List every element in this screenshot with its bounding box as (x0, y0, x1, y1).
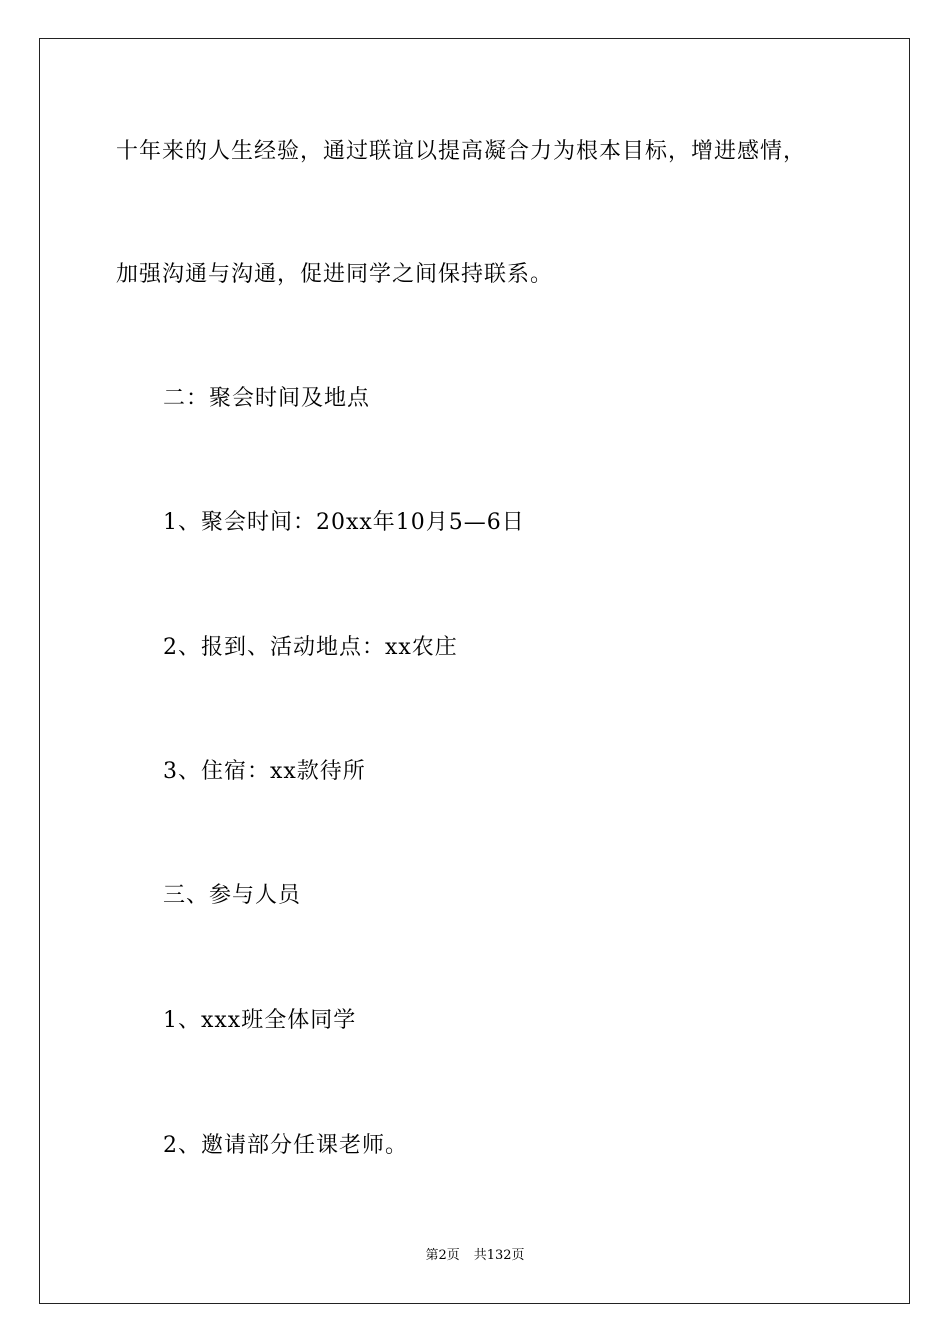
section-heading: 三、参与人员 (163, 883, 302, 908)
page-number: 第2页 (425, 1248, 460, 1263)
list-item: 2、邀请部分任课老师。 (163, 1133, 408, 1158)
list-item: 1、xxx班全体同学 (163, 1008, 357, 1033)
page-total: 共132页 (473, 1248, 525, 1263)
page-frame (39, 38, 910, 1304)
section-heading: 二：聚会时间及地点 (163, 386, 371, 411)
body-text-line: 加强沟通与沟通，促进同学之间保持联系。 (116, 262, 554, 287)
list-item: 3、住宿：xx款待所 (163, 759, 366, 784)
page-footer (0, 1247, 950, 1265)
list-item: 1、聚会时间：20xx年10月5—6日 (163, 510, 525, 535)
list-item: 2、报到、活动地点：xx农庄 (163, 635, 458, 660)
body-text-line: 十年来的人生经验，通过联谊以提高凝合力为根本目标，增进感情， (116, 139, 807, 164)
